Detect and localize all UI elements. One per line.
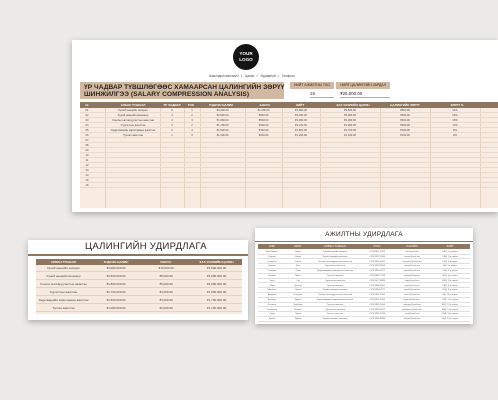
cell-email: oyun@mail.mn [404,284,420,287]
cell-position: Хүний нөөцийн менежер [46,274,81,278]
cell-gap-pct: 6% [453,129,457,132]
cell-gap: ₮300.00 [400,114,410,117]
cell-position: Туслах ажилтан [326,313,344,316]
compression-table-body [80,108,498,208]
cell-position: Хүний нөөцийн менежер [322,289,348,292]
cell-count: 3 [191,119,193,122]
cell-gap-pct: 11% [452,124,458,127]
cell-bonus: ₮8,000.00 [159,274,173,278]
cell-phone: +976 9988 9900 [369,284,385,287]
cell-position: Сонгон шалгаруулалтын ажилтан [112,119,154,122]
cell-no: 03 [85,119,89,122]
cell-name: Бат-Эрдэнэ [266,251,278,253]
cell-phone: +976 9933 5566 [369,303,385,306]
cell-phone: +976 9900 1122 [369,289,385,292]
cell-name: Сувд [269,313,275,316]
cell-count: 3 [191,134,193,137]
cell-name: Ганзориг [267,270,277,273]
cell-phone: +976 9922 4455 [369,299,385,301]
table-row[interactable] [258,317,470,322]
cell-position: Хөдөлмөрийн харилцааны ажилтан [110,129,156,132]
cell-position: Туслах ажилтан [123,134,143,137]
cell-no: 06 [85,134,89,137]
cell-name: Билгүүн [267,299,277,301]
cell-no: 15 [85,179,89,182]
col-position: АЛБАН ТУШААЛ [120,103,146,107]
cell-base: ₮1,000.00 [216,134,229,137]
cell-address: БГД, 6-р хороо [442,275,458,277]
cell-surname: Цэрэн [294,289,302,292]
cell-market: ₮1,700,000.00 [206,298,227,302]
cell-count: 4 [191,129,193,132]
cell-base: ₮1,500,000.00 [106,298,126,302]
cell-score: 3 [171,124,173,127]
cell-position: Хөдөлмөрийн харилцааны ажилтан [38,298,89,302]
cell-gap-pct: 9% [453,134,457,137]
salary-table-body [36,265,242,314]
cell-phone: +976 9922 3344 [369,255,385,258]
table-row[interactable] [258,269,470,274]
cell-surname: Дэлгэр [294,284,302,287]
cell-gap: ₮200.00 [400,124,410,127]
col-surname: ОВОГ [294,244,302,248]
cell-no: 08 [85,144,89,147]
cell-surname: Дорж [295,251,301,253]
cell-market: ₮1,700.00 [343,129,357,132]
cell-name: Номин [268,265,276,268]
kpi-employee-count-label: НИЙТ АЖИЛТНЫ ТОО [290,82,334,89]
cell-bonus: ₮300.00 [258,129,269,132]
cell-no: 11 [85,159,89,162]
kpi-employee-count-value: 15 [310,90,334,98]
cell-position: Хүний нөөцийн захирал [118,109,148,112]
cell-market: ₮1,900.00 [343,124,357,127]
cell-phone: +976 9944 6677 [369,308,385,311]
salary-compression-sheet [72,40,498,212]
cell-score: 5 [171,109,173,112]
cell-no: 02 [85,114,89,117]
col-gap: ЦАЛИНГИЙН ЗӨРҮҮ [390,103,420,107]
nav-link-summary[interactable]: Хураангуй [260,74,276,78]
cell-no: 14 [85,174,89,177]
cell-market: ₮1,100.00 [343,134,357,137]
col-base: ҮНДСЭН ЦАЛИН [208,103,234,107]
cell-name: Тэмүүлэн [267,260,277,263]
cell-no: 04 [85,124,89,127]
cell-email: tulga@mail.mn [404,279,420,282]
cell-address: СХД, 11-р хороо [441,299,459,301]
company-logo: YOUR LOGO [233,44,259,70]
cell-position: Сонгон шалгаруулалтын ажилтан [317,260,353,263]
cell-address: СБД, 14-р хороо [441,313,459,316]
page-title [80,82,284,99]
cell-no: 16 [85,184,89,187]
cell-bonus: ₮800.00 [258,114,269,117]
cell-no: 01 [85,109,89,112]
cell-total: ₮2,100.00 [294,124,308,127]
cell-position: Хөдөлмөрийн харилцааны ажилтан [316,270,354,273]
cell-surname: Батбаяр [293,303,303,306]
cell-no: 12 [85,164,89,167]
cell-name: Оюун [269,284,275,287]
cell-base: ₮1,000,000.00 [106,306,126,310]
cell-no: 13 [85,169,89,172]
cell-score: 1 [171,134,173,137]
cell-email: khulan@mail.mn [403,318,421,321]
cell-position: Хөдөлмөрийн харилцааны ажилтан [316,299,354,301]
cell-address: БЗД, 1-р хороо [442,251,458,253]
kpi-total-salary-label: НИЙТ ЦАЛИНГИЙН ЗАРДАЛ [336,82,390,89]
cell-market: ₮3,000,000.00 [206,274,227,278]
cell-phone: +976 9966 7788 [369,275,385,277]
cell-market: ₮2,000.00 [343,119,357,122]
table-row[interactable] [36,297,242,304]
cell-base: ₮1,800,000.00 [106,282,126,286]
cell-address: СХД, 5-р хороо [442,270,458,273]
col-no: № [85,103,89,107]
cell-surname: Очир [295,270,301,273]
cell-gap-pct: 10% [452,114,458,117]
cell-position: Хүний нөөцийн захирал [322,251,348,253]
cell-email: ariuna@mail.mn [404,294,420,297]
cell-total: ₮1,800.00 [294,129,308,132]
cell-market: ₮3,500.00 [343,109,357,112]
cell-position: Сургалтын ажилтан [120,124,146,127]
cell-address: ХУД, 9-р хороо [442,289,458,292]
col-bonus: БОНУС [160,260,172,264]
cell-name: Хулан [268,318,276,321]
cell-score: 4 [171,114,173,117]
cell-surname: Болд [295,255,301,258]
col-score: ҮР ЧАДВАР [163,103,181,107]
table-row[interactable] [36,265,242,272]
cell-market: ₮3,000.00 [343,114,357,117]
employee-management-sheet [255,228,473,324]
cell-email: bilguun@mail.mn [403,299,421,301]
cell-name: Тулга [269,279,275,282]
col-position: АЛБАН ТУШААЛ [324,244,346,248]
cell-surname: Бат [296,265,300,268]
cell-total: ₮4,000.00 [294,109,308,112]
cell-count: 2 [191,114,193,117]
cell-total: ₮1,200.00 [294,134,308,137]
col-phone: УТАС [373,244,381,248]
cell-email: ganbaatar@mail.mn [402,308,422,311]
cell-base: ₮2,500.00 [216,114,229,117]
col-market: ЗАХ ЗЭЭЛИЙН ЦАЛИН [336,103,370,107]
cell-email: munkh@mail.mn [403,289,421,292]
kpi-total-salary-value: ₮26,000.00 [340,90,390,98]
cell-surname: Сүх [296,279,300,282]
page-title-line2: ШИНЖИЛГЭЭ (SALARY COMPRESSION ANALYSIS) [84,91,250,98]
cell-address: ЧД, 10-р хороо [442,294,458,297]
cell-gap-pct: 15% [452,119,458,122]
col-email: И-МЭЙЛ [406,244,418,248]
cell-address: СБД, 8-р хороо [442,284,458,287]
cell-address: БЗД, 7-р хороо [442,279,458,282]
cell-phone: +976 9944 5566 [369,265,385,268]
col-total: НИЙТ [295,103,305,107]
cell-name: Золзаяа [267,303,277,306]
cell-no: 09 [85,149,89,152]
cell-score: 2 [171,129,173,132]
cell-market: ₮3,500,000.00 [206,266,227,270]
cell-phone: +976 9933 4455 [369,260,385,263]
cell-base: ₮1,500.00 [216,129,229,132]
cell-base: ₮2,500,000.00 [106,274,126,278]
cell-base: ₮3,000,000.00 [106,266,126,270]
col-gap-pct: ЗӨРҮҮ % [450,103,464,107]
cell-address: БЗД, 13-р хороо [441,308,459,311]
col-position: АЛБАН ТУШААЛ [50,260,77,264]
salary-management-sheet [28,240,248,320]
nav-link-settings[interactable]: Тохиргоо [281,74,295,78]
cell-surname: Нямаа [294,308,302,311]
col-bonus: БОНУС [259,103,271,107]
cell-surname: Ганбат [294,260,302,263]
cell-gap: ₮500.00 [400,109,410,112]
employee-table-header [258,244,470,249]
cell-bonus: ₮3,000.00 [159,298,173,302]
cell-surname: Мөнх [295,275,301,277]
cell-email: temuulen@mail.mn [402,260,422,263]
cell-name: Сарнай [268,255,276,258]
table-row[interactable] [36,305,242,312]
col-market: ЗАХ ЗЭЭЛИЙН ЦАЛИН [199,260,234,264]
nav-link-salary[interactable]: Цалин [244,74,255,78]
cell-address: СБД, 2-р хороо [442,255,458,258]
cell-bonus: ₮4,000.00 [159,290,173,294]
cell-name: Мөнхбат [267,289,277,292]
page-title-line1: ҮР ЧАДВАР ТҮВШЛӨГӨӨС ХАМААРСАН ЦАЛИНГИЙН ЗӨРҮҮ [84,83,285,91]
cell-phone: +976 9911 3344 [369,294,385,297]
salary-management-title: ЦАЛИНГИЙН УДИРДЛАГА [28,240,248,256]
table-row[interactable] [36,289,242,296]
cell-market: ₮1,900,000.00 [206,290,227,294]
table-row[interactable] [258,293,470,298]
cell-email: sarnai@mail.mn [404,255,420,258]
cell-market: ₮2,000,000.00 [206,282,227,286]
col-name: НЭР [269,244,275,248]
cell-email: ganzo@mail.mn [404,270,420,273]
cell-email: zolzaya@mail.mn [403,303,421,306]
cell-no: 10 [85,154,89,157]
cell-position: Сонгон шалгаруулалтын ажилтан [40,282,87,286]
cell-bonus: ₮200.00 [258,134,269,137]
cell-surname: Даваа [294,318,302,321]
cell-address: ХУД, 15-р хороо [441,318,459,321]
nav-link-employees[interactable]: Ажилчдын жагсаалт [209,74,239,78]
cell-email: suvd@mail.mn [404,313,420,316]
cell-bonus: ₮2,000.00 [159,306,173,310]
cell-count: 2 [191,124,193,127]
cell-phone: +976 9955 7788 [369,313,385,316]
cell-name: Энхжин [268,275,276,277]
cell-bonus: ₮500.00 [258,119,269,122]
cell-phone: +976 9977 8899 [369,279,385,282]
cell-position: Хүний нөөцийн менежер [117,114,149,117]
cell-address: ЧД, 4-р хороо [443,265,457,268]
cell-gap-pct: 14% [452,109,458,112]
cell-position: Туслах ажилтан [326,303,344,306]
sheet-nav: Ажилчдын жагсаалт • Цалин • Хураангуй • Тохиргоо [209,74,295,78]
table-row[interactable] [36,273,242,280]
cell-position: Туслах ажилтан [52,306,75,310]
cell-gap: ₮100.00 [400,129,410,132]
cell-surname: Пүрэв [294,313,302,316]
employee-management-title: АЖИЛТНЫ УДИРДЛАГА [255,228,473,242]
cell-surname: Гантулга [293,294,303,297]
table-row[interactable] [80,183,498,188]
cell-email: bat@mail.mn [405,251,419,253]
cell-position: Сургалтын ажилтан [324,265,346,268]
cell-base: ₮3,000.00 [216,109,229,112]
cell-position: Сургалтын ажилтан [324,279,346,282]
col-count: ТОО [187,103,195,107]
cell-email: nomin@mail.mn [404,265,420,268]
cell-email: enkhjin@mail.mn [403,275,421,277]
cell-no: 05 [85,129,89,132]
cell-position: Туслах ажилтан [326,275,344,277]
cell-phone: +976 9911 2233 [369,251,385,253]
cell-bonus: ₮400.00 [258,124,269,127]
cell-position: Сургалтын ажилтан [49,290,78,294]
cell-total: ₮2,300.00 [294,119,308,122]
cell-bonus: ₮5,000.00 [159,282,173,286]
col-address: ХАЯГ [446,244,454,248]
cell-name: Ганбаатар [266,308,278,311]
cell-market: ₮1,100,000.00 [206,306,227,310]
cell-name: Ариунаа [267,294,277,297]
cell-position: Туслах ажилтан [326,284,344,287]
cell-position: Сонгон шалгаруулалтын ажилтан [317,294,353,297]
cell-bonus: ₮1,000.00 [257,109,270,112]
cell-position: Хүний нөөцийн менежер [322,255,348,258]
cell-bonus: ₮10,000.00 [158,266,174,270]
cell-base: ₮1,800.00 [216,119,229,122]
cell-gap: ₮100.00 [400,134,410,137]
cell-surname: Эрдэнэ [294,299,302,301]
cell-score: 3 [171,119,173,122]
cell-address: БГД, 12-р хороо [441,303,459,306]
cell-no: 07 [85,139,89,142]
col-base: ҮНДСЭН ЦАЛИН [103,260,129,264]
table-row[interactable] [36,281,242,288]
cell-phone: +976 9966 8899 [369,318,385,321]
cell-position: Хүний нөөцийн захирал [46,266,81,270]
cell-count: 1 [191,109,193,112]
cell-gap: ₮300.00 [400,119,410,122]
cell-position: Сургалтын ажилтан [324,308,346,311]
cell-base: ₮1,700,000.00 [106,290,126,294]
cell-base: ₮1,700.00 [216,124,229,127]
cell-address: ХУД, 3-р хороо [442,260,458,263]
cell-position: Хүний нөөцийн менежер [322,318,348,321]
cell-phone: +976 9955 6677 [369,270,385,273]
cell-total: ₮3,300.00 [294,114,308,117]
